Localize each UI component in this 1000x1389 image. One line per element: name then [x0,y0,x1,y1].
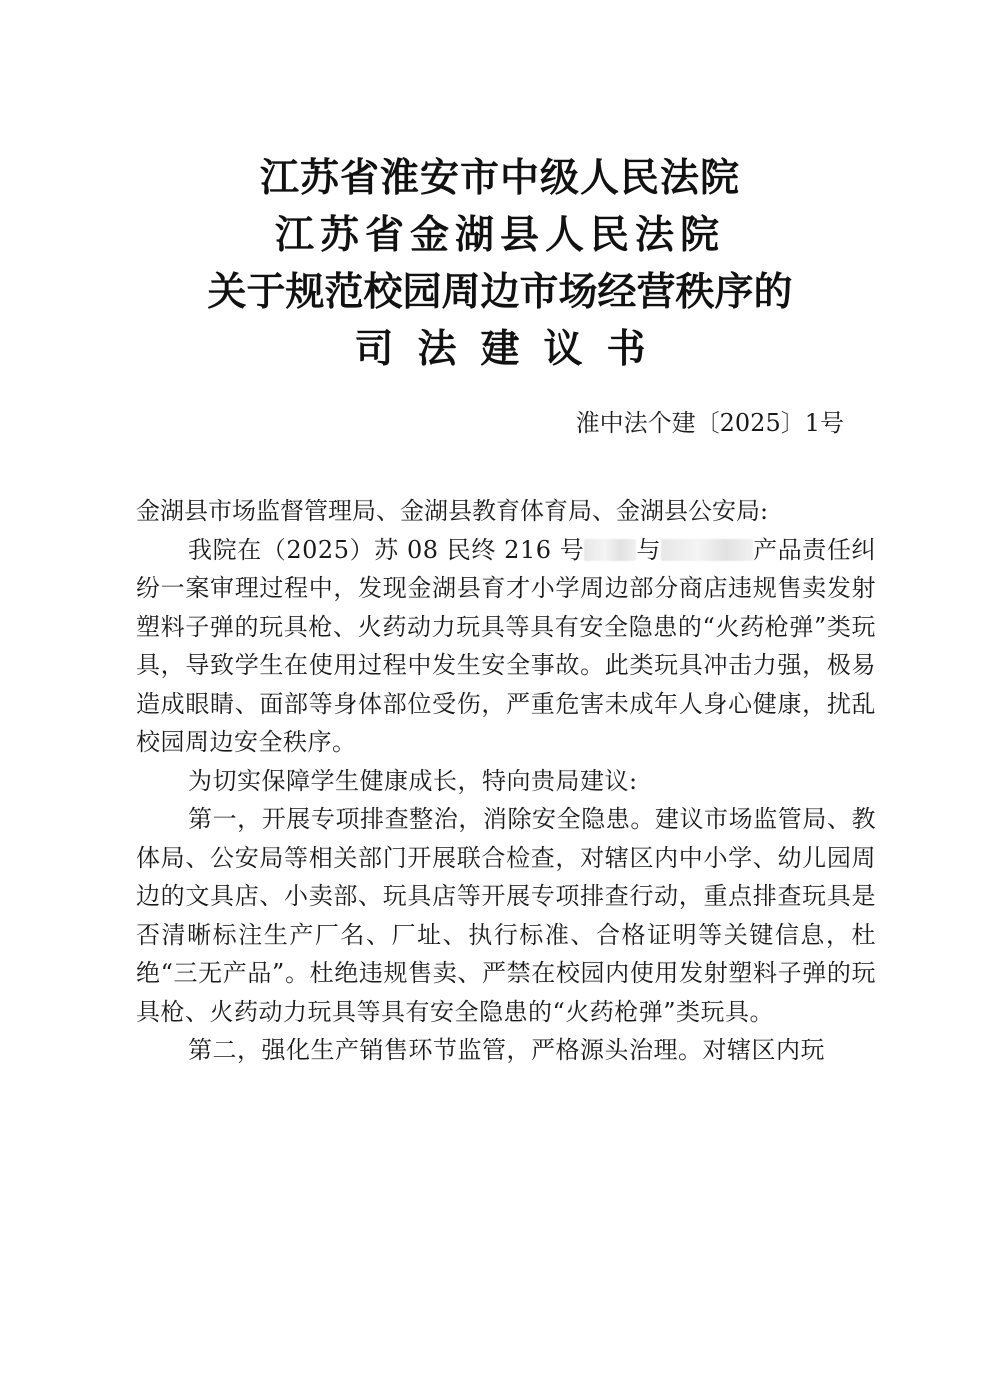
title-line-4: 司法建议书 [354,326,670,372]
document-number: 淮中法个建〔2025〕1号 [575,409,844,437]
title-line-1: 江苏省淮安市中级人民法院 [259,155,740,201]
document-title [0,150,1000,378]
paragraph-text: 我院在（2025）苏 08 民终 216 号 [188,535,585,564]
paragraph-recommendation-1: 第一，开展专项排查整治，消除安全隐患。建议市场监管局、教体局、公安局等相关部门开展联合检查，对辖区内中小学、幼儿园周边的文具店、小卖部、玩具店等开展专项排查行动，重点排查玩具是否清晰标注生产厂名、厂址、执行标准、合格证明等关键信息，杜绝“三无产品”。杜绝违规售卖、严禁在校园内使用发射塑料子弹的玩具枪、火药动力玩具等具有安全隐患的“火药枪弹”类玩具。 [136,805,876,1026]
paragraph-text: 产品责任纠纷一案审理过程中，发现金湖县育才小学周边部分商店违规售卖发射塑料子弹的玩具枪、火药动力玩具等具有安全隐患的“火药枪弹”类玩具，导致学生在使用过程中发生安全事故。此类玩具冲击力强，极易造成眼睛、面部等身体部位受伤，严重危害未成年人身心健康，扰乱校园周边安全秩序。 [136,535,877,756]
document-body [136,492,876,1070]
title-line-3: 关于规范校园周边市场经营秩序的 [207,269,793,315]
addressee: 金湖县市场监督管理局、金湖县教育体育局、金湖县公安局: [136,497,769,525]
paragraph-recommendation-2: 第二，强化生产销售环节监管，严格源头治理。对辖区内玩 [188,1036,825,1064]
paragraph-recommendation-intro: 为切实保障学生健康成长，特向贵局建议: [188,766,638,795]
paragraph-text: 与 [636,535,662,564]
title-line-2: 江苏省金湖县人民法院 [274,212,725,258]
paragraph-case-background [136,531,876,762]
redacted-party-name [661,539,753,561]
redacted-party-name [584,539,636,561]
